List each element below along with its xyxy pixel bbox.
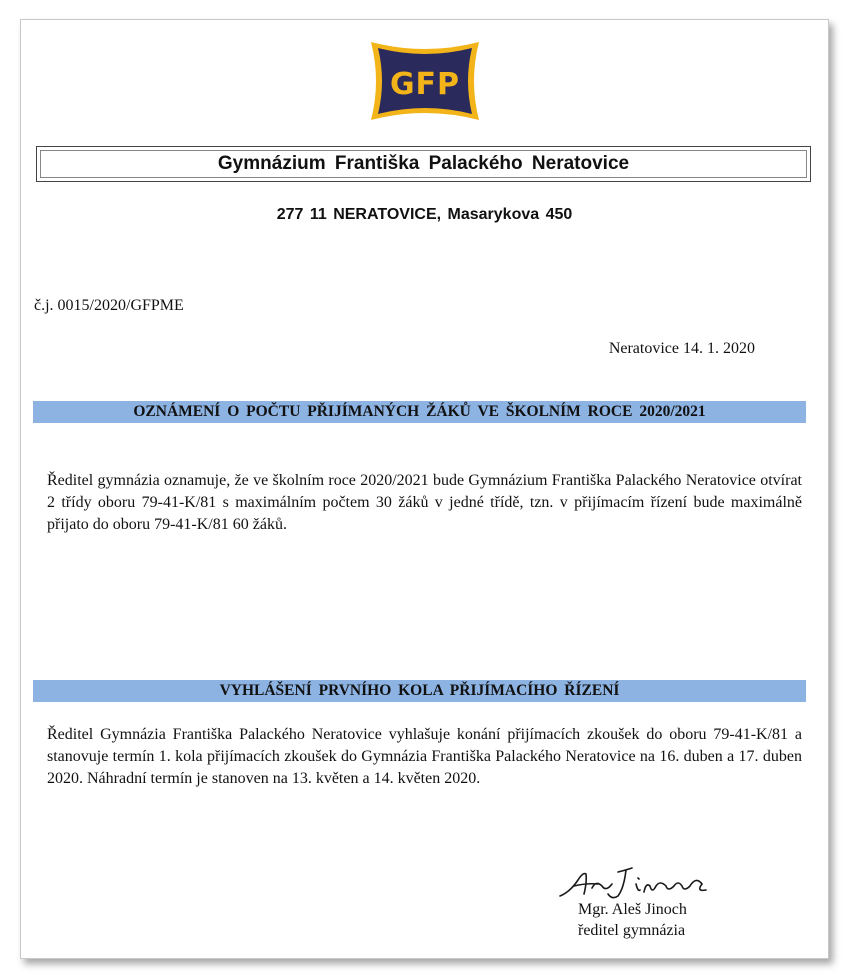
- school-logo: [369, 38, 481, 124]
- document-page: [20, 19, 829, 959]
- gfp-logo-icon: [369, 38, 481, 124]
- document-date: Neratovice 14. 1. 2020: [608, 340, 755, 357]
- section1-title: OZNÁMENÍ O POČTU PŘIJÍMANÝCH ŽÁKŮ VE ŠKOLNÍM ROCE 2020/2021: [133, 403, 706, 420]
- school-name: Gymnázium Františka Palackého Neratovice: [217, 153, 630, 174]
- section1-paragraph: Ředitel gymnázia oznamuje, že ve školním roce 2020/2021 bude Gymnázium Františka Palackého Neratovice otvírat 2 třídy oboru 79-41-K/81 s maximálním počtem 30 žáků v jedné třídě, tzn. v přijímacím řízení bude maximálně přijato do oboru 79-41-K/81 60 žáků.: [47, 472, 802, 533]
- school-name-box: [36, 146, 811, 182]
- section1-heading: [33, 401, 806, 423]
- section2-heading: [33, 680, 806, 702]
- handwritten-signature: [556, 862, 736, 902]
- school-address: 277 11 NERATOVICE, Masarykova 450: [276, 206, 573, 223]
- reference-number: č.j. 0015/2020/GFPME: [34, 297, 184, 314]
- section2-title: VYHLÁŠENÍ PRVNÍHO KOLA PŘIJÍMACÍHO ŘÍZENÍ: [219, 682, 620, 699]
- section2-paragraph: Ředitel Gymnázia Františka Palackého Neratovice vyhlašuje konání přijímacích zkoušek do oboru 79-41-K/81 a stanovuje termín 1. kola přijímacích zkoušek do Gymnázia Františka Palackého Neratovice na 16. duben a 17. duben 2020. Náhradní termín je stanoven na 13. květen a 14. květen 2020.: [47, 726, 802, 787]
- signer-role: ředitel gymnázia: [578, 922, 686, 939]
- signer-block: [578, 899, 687, 941]
- signature-icon: [556, 862, 736, 902]
- logo-text: GFP: [389, 67, 461, 102]
- signer-name: Mgr. Aleš Jinoch: [578, 901, 687, 918]
